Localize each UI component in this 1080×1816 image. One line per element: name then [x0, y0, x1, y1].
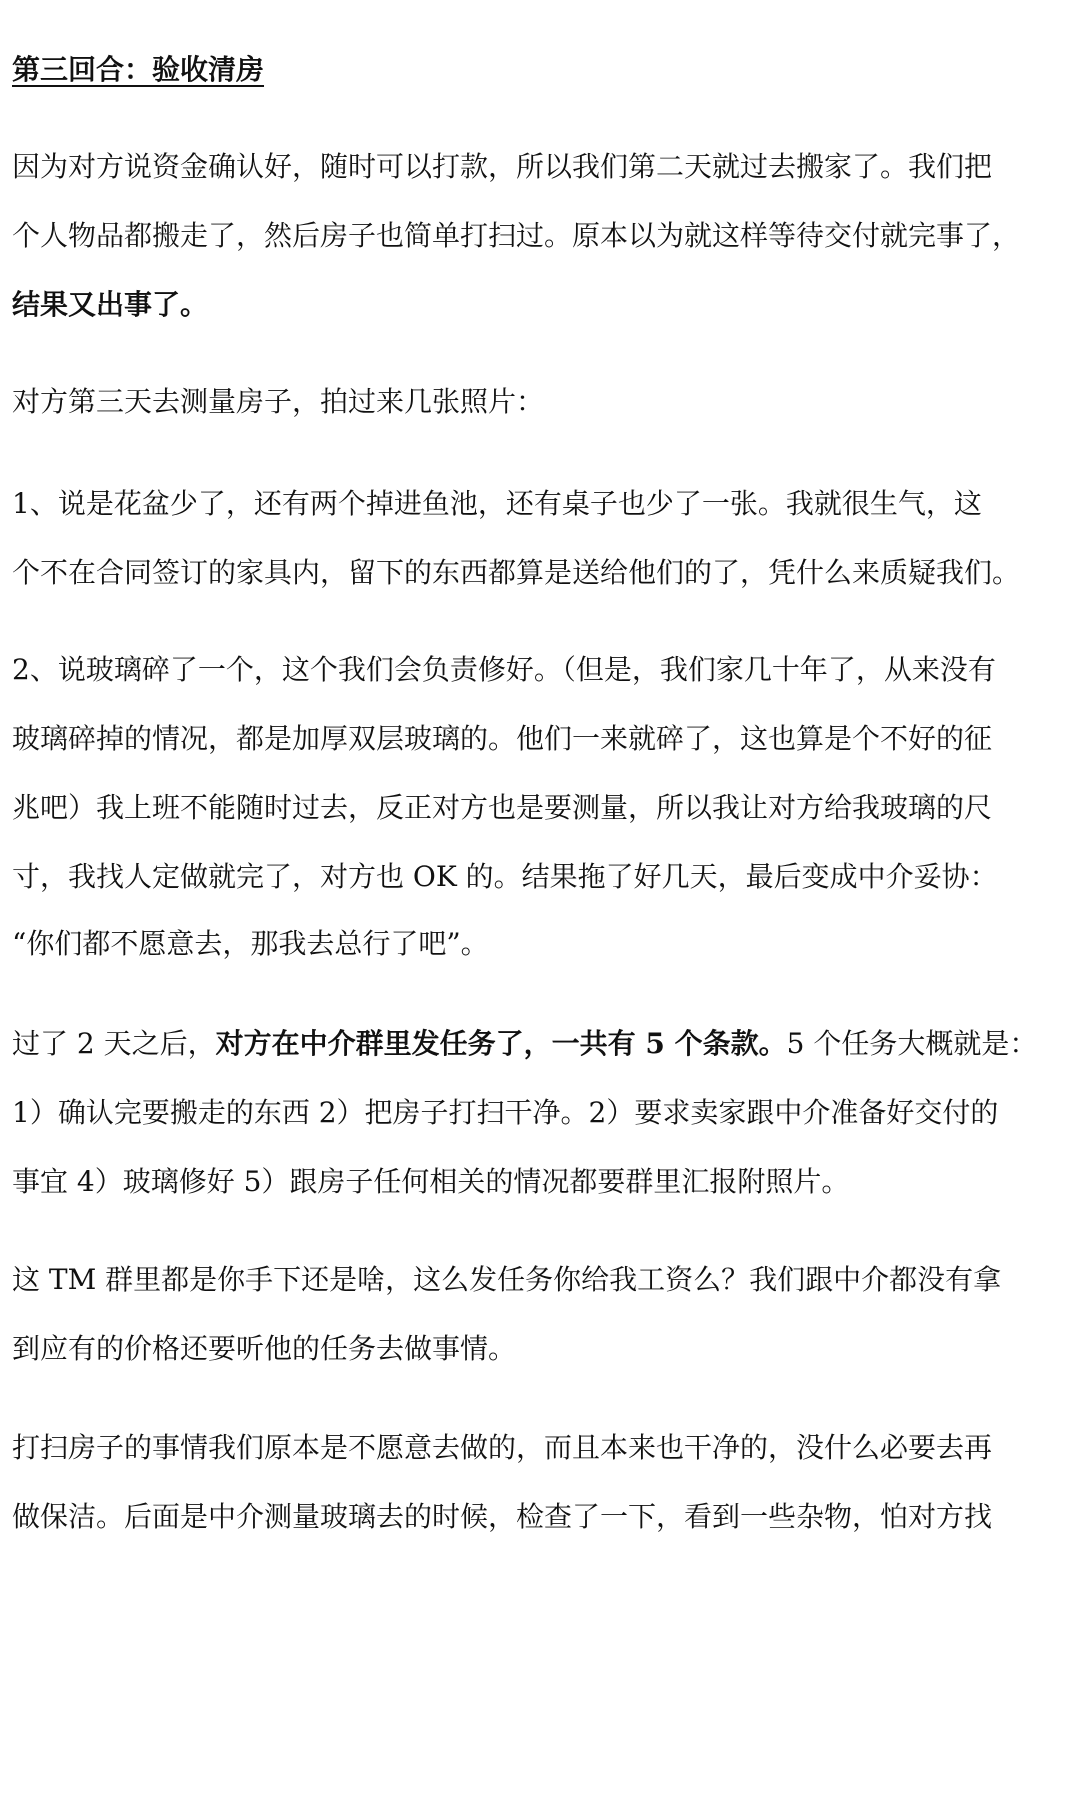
paragraph-7-line-1: 打扫房子的事情我们原本是不愿意去做的，而且本来也干净的，没什么必要去再 — [12, 1431, 993, 1464]
paragraph-4-line-1: 2、说玻璃碎了一个，这个我们会负责修好。（但是，我们家几十年了，从来没有 — [12, 653, 996, 686]
paragraph-5-line-3: 事宜 4）玻璃修好 5）跟房子任何相关的情况都要群里汇报附照片。 — [12, 1165, 850, 1198]
paragraph-5-line-2: 1）确认完要搬走的东西 2）把房子打扫干净。2）要求卖家跟中介准备好交付的 — [12, 1096, 999, 1129]
paragraph-5-emphasis: 对方在中介群里发任务了，一共有 5 个条款。 — [215, 1027, 787, 1060]
paragraph-7-line-2: 做保洁。后面是中介测量玻璃去的时候，检查了一下，看到一些杂物，怕对方找 — [12, 1500, 993, 1533]
paragraph-2-line-1: 对方第三天去测量房子，拍过来几张照片： — [12, 385, 545, 418]
paragraph-3-line-2: 个不在合同签订的家具内，留下的东西都算是送给他们的了，凭什么来质疑我们。 — [12, 556, 1021, 589]
paragraph-4-line-4: 寸，我找人定做就完了，对方也 OK 的。结果拖了好几天，最后变成中介妥协： — [12, 860, 998, 893]
paragraph-4-line-3: 兆吧）我上班不能随时过去，反正对方也是要测量，所以我让对方给我玻璃的尺 — [12, 791, 993, 824]
paragraph-1-line-2: 个人物品都搬走了，然后房子也简单打扫过。原本以为就这样等待交付就完事了， — [12, 219, 1021, 252]
paragraph-5-line-1 — [12, 1024, 1037, 1064]
paragraph-6-line-2: 到应有的价格还要听他的任务去做事情。 — [12, 1332, 517, 1365]
paragraph-5-intro: 过了 2 天之后， — [12, 1027, 216, 1060]
paragraph-5-tail: 5 个任务大概就是： — [786, 1027, 1038, 1060]
section-heading: 第三回合：验收清房 — [12, 53, 265, 86]
paragraph-4-line-2: 玻璃碎掉的情况，都是加厚双层玻璃的。他们一来就碎了，这也算是个不好的征 — [12, 722, 993, 755]
paragraph-3-line-1: 1、说是花盆少了，还有两个掉进鱼池，还有桌子也少了一张。我就很生气，这 — [12, 487, 982, 520]
paragraph-1-line-3: 结果又出事了。 — [12, 288, 209, 321]
paragraph-6-line-1: 这 TM 群里都是你手下还是啥，这么发任务你给我工资么？我们跟中介都没有拿 — [12, 1263, 1002, 1296]
paragraph-4-line-5: “你们都不愿意去，那我去总行了吧”。 — [12, 927, 489, 960]
paragraph-1-line-1: 因为对方说资金确认好，随时可以打款，所以我们第二天就过去搬家了。我们把 — [12, 150, 993, 183]
